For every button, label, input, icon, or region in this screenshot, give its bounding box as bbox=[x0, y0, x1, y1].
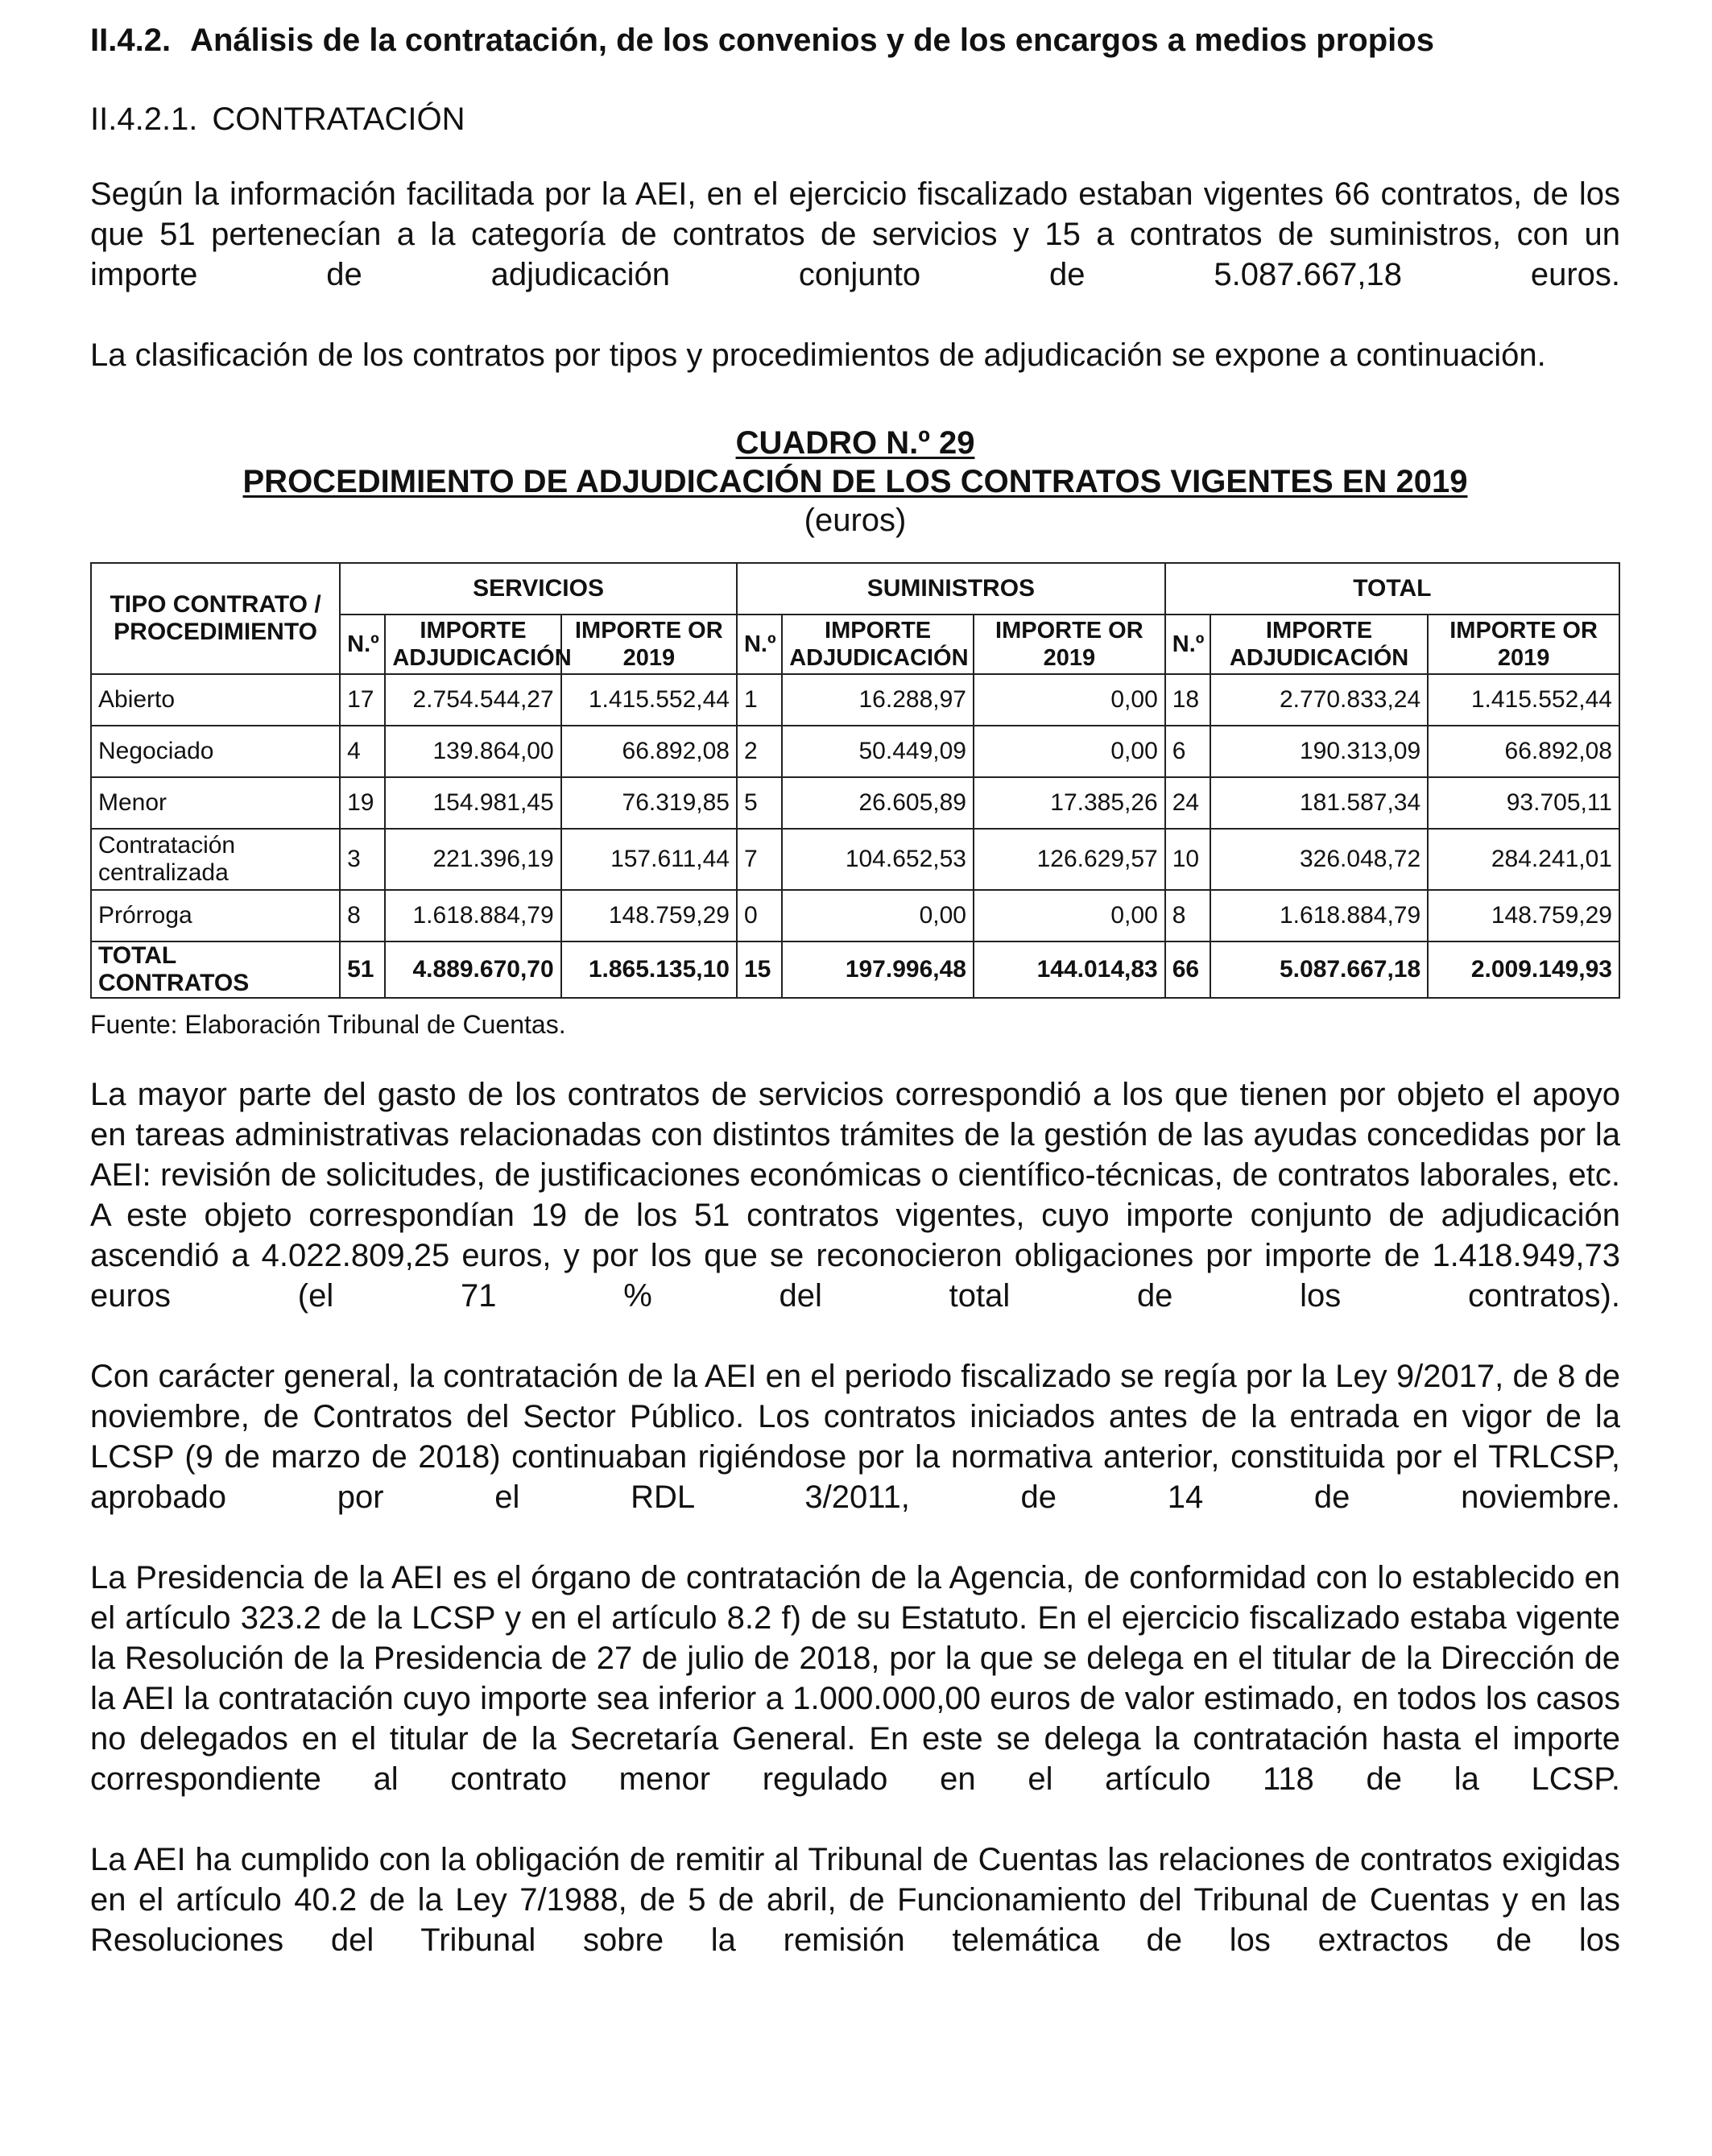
cell: 144.014,83 bbox=[974, 941, 1165, 998]
cell: 2.754.544,27 bbox=[385, 674, 560, 726]
cell: 50.449,09 bbox=[782, 726, 974, 777]
subsection-heading-number: II.4.2.1. bbox=[90, 101, 198, 137]
cell: 7 bbox=[737, 829, 782, 890]
table-row bbox=[91, 829, 1619, 890]
col-header-importe-adjudicacion: IMPORTE ADJUDICACIÓN bbox=[1210, 615, 1428, 674]
table-row bbox=[91, 777, 1619, 829]
cell: 17 bbox=[340, 674, 385, 726]
paragraph-2: La clasificación de los contratos por tipos y procedimientos de adjudicación se expone a continuación. bbox=[90, 337, 1546, 373]
section-heading bbox=[90, 18, 1620, 63]
col-header-n: N.º bbox=[737, 615, 782, 674]
col-header-importe-adjudicacion: IMPORTE ADJUDICACIÓN bbox=[385, 615, 560, 674]
col-header-n: N.º bbox=[340, 615, 385, 674]
cell: 93.705,11 bbox=[1428, 777, 1619, 829]
cell: 26.605,89 bbox=[782, 777, 974, 829]
cell: 1.618.884,79 bbox=[1210, 890, 1428, 941]
col-header-importe-or: IMPORTE OR 2019 bbox=[561, 615, 737, 674]
col-header-importe-adjudicacion: IMPORTE ADJUDICACIÓN bbox=[782, 615, 974, 674]
cell: 1.865.135,10 bbox=[561, 941, 737, 998]
section-heading-text: Análisis de la contratación, de los convenios y de los encargos a medios propios bbox=[190, 23, 1434, 58]
cell: 15 bbox=[737, 941, 782, 998]
cell: 8 bbox=[1165, 890, 1210, 941]
cell: 181.587,34 bbox=[1210, 777, 1428, 829]
cell: 4.889.670,70 bbox=[385, 941, 560, 998]
document-page bbox=[90, 18, 1620, 2001]
cell: 0,00 bbox=[974, 674, 1165, 726]
cell: 221.396,19 bbox=[385, 829, 560, 890]
cell: 19 bbox=[340, 777, 385, 829]
table-row bbox=[91, 726, 1619, 777]
cell: 2.770.833,24 bbox=[1210, 674, 1428, 726]
total-label: TOTAL CONTRATOS bbox=[91, 941, 340, 998]
row-label: Menor bbox=[91, 777, 340, 829]
paragraph-3: La mayor parte del gasto de los contratos de servicios correspondió a los que tienen por objeto el apoyo en tareas administrativas relacionadas con distintos trámites de la gestión de las ayudas concedidas por la AEI: revisión de solicitudes, de justificaciones económicas o científico-técnicas, de contratos laborales, etc. A este objeto correspondían 19 de los 51 contratos vigentes, cuyo importe conjunto de adjudicación ascendió a 4.022.809,25 euros, y por los que se reconocieron obligaciones por importe de 1.418.949,73 euros (el 71 % del total de los contratos). bbox=[90, 1077, 1620, 1314]
cell: 126.629,57 bbox=[974, 829, 1165, 890]
cell: 5 bbox=[737, 777, 782, 829]
cell: 148.759,29 bbox=[1428, 890, 1619, 941]
cell: 1 bbox=[737, 674, 782, 726]
row-label: Negociado bbox=[91, 726, 340, 777]
table-caption-unit: (euros) bbox=[804, 503, 907, 538]
cell: 0,00 bbox=[974, 726, 1165, 777]
cell: 197.996,48 bbox=[782, 941, 974, 998]
cell: 3 bbox=[340, 829, 385, 890]
group-header-servicios: SERVICIOS bbox=[340, 563, 737, 615]
corner-header: TIPO CONTRATO / PROCEDIMIENTO bbox=[91, 563, 340, 674]
cell: 0 bbox=[737, 890, 782, 941]
cell: 284.241,01 bbox=[1428, 829, 1619, 890]
cell: 139.864,00 bbox=[385, 726, 560, 777]
cell: 2 bbox=[737, 726, 782, 777]
cell: 157.611,44 bbox=[561, 829, 737, 890]
cell: 104.652,53 bbox=[782, 829, 974, 890]
cell: 51 bbox=[340, 941, 385, 998]
table-header-row bbox=[91, 563, 1619, 615]
cell: 2.009.149,93 bbox=[1428, 941, 1619, 998]
subsection-heading bbox=[90, 97, 1620, 142]
row-label: Contratación centralizada bbox=[91, 829, 340, 890]
cell: 18 bbox=[1165, 674, 1210, 726]
cell: 76.319,85 bbox=[561, 777, 737, 829]
row-label: Prórroga bbox=[91, 890, 340, 941]
group-header-suministros: SUMINISTROS bbox=[737, 563, 1165, 615]
cell: 66 bbox=[1165, 941, 1210, 998]
cell: 0,00 bbox=[974, 890, 1165, 941]
cell: 66.892,08 bbox=[561, 726, 737, 777]
group-header-total: TOTAL bbox=[1165, 563, 1619, 615]
cell: 8 bbox=[340, 890, 385, 941]
table-row bbox=[91, 674, 1619, 726]
subsection-heading-text: CONTRATACIÓN bbox=[212, 101, 465, 137]
table-total-row bbox=[91, 941, 1619, 998]
cell: 16.288,97 bbox=[782, 674, 974, 726]
table-caption bbox=[90, 424, 1620, 540]
cell: 10 bbox=[1165, 829, 1210, 890]
cell: 1.415.552,44 bbox=[561, 674, 737, 726]
col-header-n: N.º bbox=[1165, 615, 1210, 674]
contracts-table bbox=[90, 562, 1620, 999]
table-caption-number: CUADRO N.º 29 bbox=[735, 425, 975, 461]
cell: 1.415.552,44 bbox=[1428, 674, 1619, 726]
row-label: Abierto bbox=[91, 674, 340, 726]
col-header-importe-or: IMPORTE OR 2019 bbox=[974, 615, 1165, 674]
section-heading-number: II.4.2. bbox=[90, 23, 172, 58]
cell: 326.048,72 bbox=[1210, 829, 1428, 890]
table-source: Fuente: Elaboración Tribunal de Cuentas. bbox=[90, 1010, 566, 1039]
table-caption-title: PROCEDIMIENTO DE ADJUDICACIÓN DE LOS CONTRATOS VIGENTES EN 2019 bbox=[242, 464, 1468, 499]
cell: 5.087.667,18 bbox=[1210, 941, 1428, 998]
cell: 66.892,08 bbox=[1428, 726, 1619, 777]
cell: 1.618.884,79 bbox=[385, 890, 560, 941]
paragraph-6: La AEI ha cumplido con la obligación de remitir al Tribunal de Cuentas las relaciones de contratos exigidas en el artículo 40.2 de la Ley 7/1988, de 5 de abril, de Funcionamiento del Tribunal de Cuentas y en las Resoluciones del Tribunal sobre la remisión telemática de los extractos de los bbox=[90, 1842, 1620, 1958]
paragraph-1: Según la información facilitada por la AEI, en el ejercicio fiscalizado estaban vigentes 66 contratos, de los que 51 pertenecían a la categoría de contratos de servicios y 15 a contratos de suministros, con un importe de adjudicación conjunto de 5.087.667,18 euros. bbox=[90, 176, 1620, 292]
cell: 24 bbox=[1165, 777, 1210, 829]
col-header-importe-or: IMPORTE OR 2019 bbox=[1428, 615, 1619, 674]
cell: 6 bbox=[1165, 726, 1210, 777]
cell: 154.981,45 bbox=[385, 777, 560, 829]
cell: 0,00 bbox=[782, 890, 974, 941]
cell: 17.385,26 bbox=[974, 777, 1165, 829]
table-row bbox=[91, 890, 1619, 941]
paragraph-5: La Presidencia de la AEI es el órgano de contratación de la Agencia, de conformidad con lo establecido en el artículo 323.2 de la LCSP y en el artículo 8.2 f) de su Estatuto. En el ejercicio fiscalizado estaba vigente la Resolución de la Presidencia de 27 de julio de 2018, por la que se delega en el titular de la Dirección de la AEI la contratación cuyo importe sea inferior a 1.000.000,00 euros de valor estimado, en todos los casos no delegados en el titular de la Secretaría General. En este se delega la contratación hasta el importe correspondiente al contrato menor regulado en el artículo 118 de la LCSP. bbox=[90, 1560, 1620, 1797]
cell: 190.313,09 bbox=[1210, 726, 1428, 777]
paragraph-4: Con carácter general, la contratación de la AEI en el periodo fiscalizado se regía por la Ley 9/2017, de 8 de noviembre, de Contratos del Sector Público. Los contratos iniciados antes de la entrada en vigor de la LCSP (9 de marzo de 2018) continuaban rigiéndose por la normativa anterior, constituida por el TRLCSP, aprobado por el RDL 3/2011, de 14 de noviembre. bbox=[90, 1359, 1620, 1515]
cell: 148.759,29 bbox=[561, 890, 737, 941]
cell: 4 bbox=[340, 726, 385, 777]
